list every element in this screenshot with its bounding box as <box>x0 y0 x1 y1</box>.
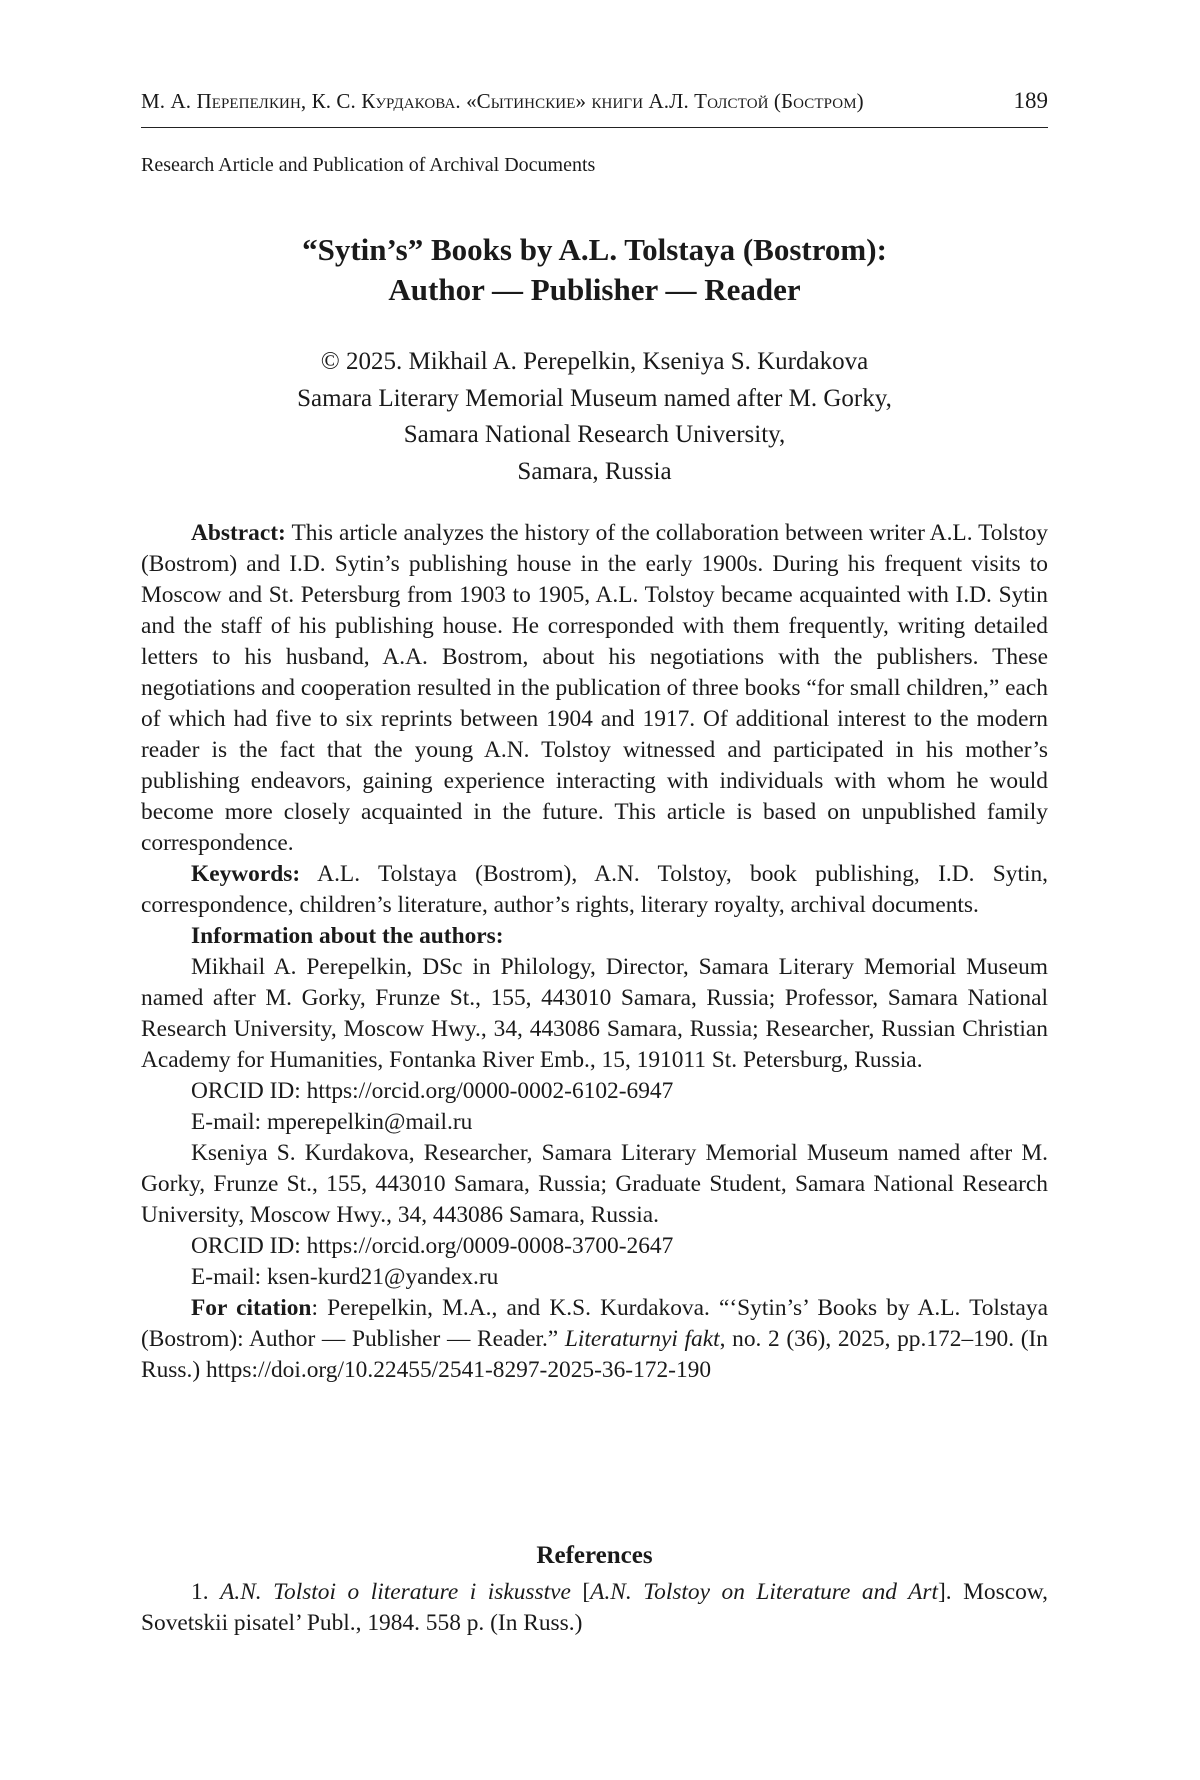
author2-email: E-mail: ksen-kurd21@yandex.ru <box>191 1264 499 1290</box>
info-label: Information about the authors: <box>191 923 504 949</box>
running-head <box>141 88 1048 114</box>
affiliation-line-2: Samara National Research University, <box>403 421 786 448</box>
running-head-title: М. А. Перепелкин, К. С. Курдакова. «Сытинские» книги А.Л. Толстой (Бостром) <box>141 89 864 113</box>
reference-number: 1. <box>191 1579 221 1605</box>
abstract-label: Abstract: <box>191 520 286 546</box>
citation-text-end: , no. 2 (36), 2025, pp.172–190. (In Russ.) https://doi.org/10.22455/2541-8297-2025-36-172-190 <box>141 1326 1048 1383</box>
title-line-2: Author — Publisher — Reader <box>388 272 801 307</box>
title-line-1: “Sytin’s” Books by A.L. Tolstaya (Bostrom): <box>302 232 887 267</box>
reference-bracket: [ <box>570 1579 591 1605</box>
citation-journal: Literaturnyi fakt <box>564 1326 720 1352</box>
abstract-paragraph <box>141 518 1048 859</box>
affiliation-line-1: Samara Literary Memorial Museum named after M. Gorky, <box>297 384 892 412</box>
article-title <box>141 230 1048 310</box>
citation-paragraph <box>141 1293 1048 1386</box>
article-body <box>141 518 1048 1386</box>
keywords-text: A.L. Tolstaya (Bostrom), A.N. Tolstoy, book publishing, I.D. Sytin, correspondence, children’s literature, author’s rights, literary royalty, archival documents. <box>141 861 1048 918</box>
reference-title: A.N. Tolstoi o literature i iskusstve <box>220 1579 571 1605</box>
references-list <box>141 1577 1048 1639</box>
citation-label: For citation <box>191 1295 312 1321</box>
reference-rest: ]. Moscow, Sovetskii pisatel’ Publ., 1984. 558 p. (In Russ.) <box>141 1579 1049 1636</box>
affiliation-line-3: Samara, Russia <box>517 457 672 485</box>
author1-info: Mikhail A. Perepelkin, DSc in Philology, Director, Samara Literary Memorial Museum named after M. Gorky, Frunze St., 155, 443010 Samara, Russia; Professor, Samara National Research University, Moscow Hwy., 34, 443086 Samara, Russia; Researcher, Russian Christian Academy for Humanities, Fontanka River Emb., 15, 191011 St. Petersburg, Russia. <box>141 954 1048 1073</box>
citation-text: : Perepelkin, M.A., and K.S. Kurdakova. “‘Sytin’s’ Books by A.L. Tolstaya (Bostrom): Author — Publisher — Reader.” <box>141 1295 1048 1352</box>
info-heading <box>141 921 1048 952</box>
references-heading: References <box>536 1542 653 1569</box>
keywords-label: Keywords: <box>191 861 301 887</box>
reference-translation: A.N. Tolstoy on Literature and Art <box>590 1579 938 1605</box>
authors-line: © 2025. Mikhail A. Perepelkin, Kseniya S. Kurdakova <box>320 348 869 375</box>
author2-orcid: ORCID ID: https://orcid.org/0009-0008-3700-2647 <box>191 1233 674 1259</box>
section-label: Research Article and Publication of Archival Documents <box>141 154 596 176</box>
author-block <box>141 344 1048 490</box>
abstract-text: This article analyzes the history of the collaboration between writer A.L. Tolstoy (Bostrom) and I.D. Sytin’s publishing house in the early 1900s. During his frequent visits to Moscow and St. Petersburg from 1903 to 1905, A.L. Tolstoy became acquainted with I.D. Sytin and the staff of his publishing house. He corresponded with them frequently, writing detailed letters to his husband, A.A. Bostrom, about his negotiations with the publishers. These negotiations and cooperation resulted in the publication of three books “for small children,” each of which had five to six reprints between 1904 and 1917. Of additional interest to the modern reader is the fact that the young A.N. Tolstoy witnessed and participated in his mother’s publishing endeavors, gaining experience interacting with individuals with whom he would become more closely acquainted in the future. This article is based on unpublished family correspondence. <box>141 520 1048 856</box>
header-rule <box>141 127 1048 128</box>
author1-orcid: ORCID ID: https://orcid.org/0000-0002-6102-6947 <box>191 1078 674 1104</box>
author2-info: Kseniya S. Kurdakova, Researcher, Samara Literary Memorial Museum named after M. Gorky, Frunze St., 155, 443010 Samara, Russia; Graduate Student, Samara National Research University, Moscow Hwy., 34, 443086 Samara, Russia. <box>141 1140 1048 1228</box>
keywords-paragraph <box>141 859 1048 921</box>
author1-email: E-mail: mperepelkin@mail.ru <box>191 1109 473 1135</box>
reference-item <box>141 1577 1048 1639</box>
page-number: 189 <box>1013 88 1048 113</box>
